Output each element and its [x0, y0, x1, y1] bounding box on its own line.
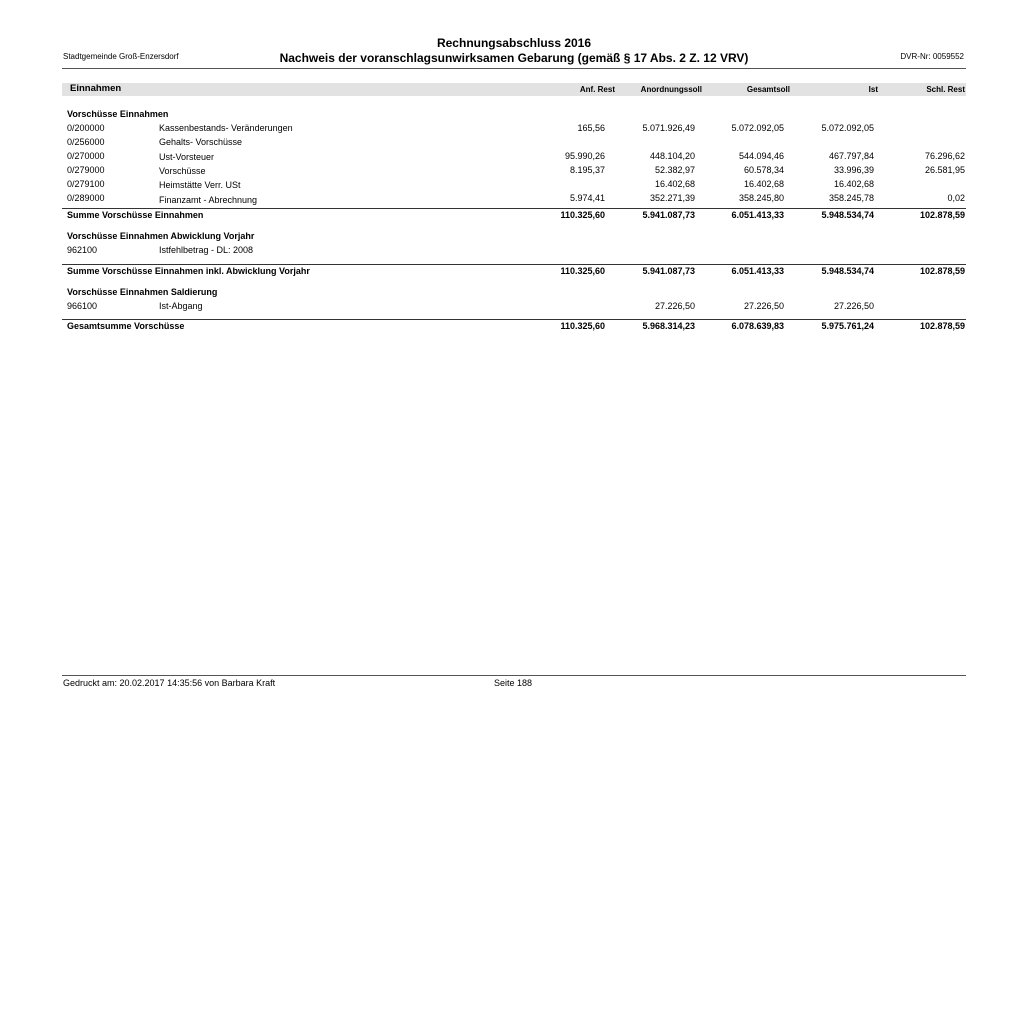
row-anordnungssoll: 16.402,68: [654, 179, 695, 189]
grand-total-ist: 5.975.761,24: [821, 321, 874, 331]
table-row: [62, 151, 966, 165]
section-heading: [62, 231, 966, 245]
report-subtitle: Nachweis der voranschlagsunwirksamen Gebarung (gemäß § 17 Abs. 2 Z. 12 VRV): [279, 51, 749, 65]
row-description: Finanzamt - Abrechnung: [159, 195, 258, 205]
row-description: Ist-Abgang: [159, 301, 203, 311]
row-description: Vorschüsse: [159, 166, 206, 176]
row-gesamtsoll: 544.094,46: [738, 151, 784, 161]
row-anordnungssoll: 352.271,39: [649, 193, 695, 203]
municipality-name: Stadtgemeinde Groß-Enzersdorf: [63, 52, 179, 61]
row-schl-rest: 26.581,95: [924, 165, 965, 175]
grand-total-anordnungssoll: 5.968.314,23: [642, 321, 695, 331]
row-anf-rest: 5.974,41: [569, 193, 605, 203]
row-code: 0/279100: [67, 179, 105, 189]
grand-total-row: [62, 319, 966, 335]
column-header-gesamtsoll: Gesamtsoll: [746, 85, 790, 94]
grand-total-gesamtsoll: 6.078.639,83: [731, 321, 784, 331]
sum-row: [62, 264, 966, 280]
section-heading: [62, 109, 966, 123]
row-code: 0/256000: [67, 137, 105, 147]
row-anf-rest: 8.195,37: [569, 165, 605, 175]
sum-schl-rest: 102.878,59: [919, 266, 965, 276]
row-anf-rest: 95.990,26: [564, 151, 605, 161]
row-gesamtsoll: 27.226,50: [743, 301, 784, 311]
row-anordnungssoll: 27.226,50: [654, 301, 695, 311]
row-description: Gehalts- Vorschüsse: [159, 137, 243, 147]
row-code: 0/200000: [67, 123, 105, 133]
printed-info: Gedruckt am: 20.02.2017 14:35:56 von Barbara Kraft: [63, 678, 276, 688]
sum-anordnungssoll: 5.941.087,73: [642, 210, 695, 220]
column-header-anf-rest: Anf. Rest: [579, 85, 615, 94]
section-heading-label: Vorschüsse Einnahmen Abwicklung Vorjahr: [67, 231, 255, 241]
section-heading: [62, 287, 966, 301]
row-anordnungssoll: 52.382,97: [654, 165, 695, 175]
sum-label: Summe Vorschüsse Einnahmen: [67, 210, 204, 220]
table-row: [62, 301, 966, 315]
sum-ist: 5.948.534,74: [821, 210, 874, 220]
sum-gesamtsoll: 6.051.413,33: [731, 210, 784, 220]
row-description: Kassenbestands- Veränderungen: [159, 123, 293, 133]
sum-ist: 5.948.534,74: [821, 266, 874, 276]
row-gesamtsoll: 60.578,34: [743, 165, 784, 175]
table-row: [62, 179, 966, 193]
dvr-number: DVR-Nr: 0059552: [900, 52, 964, 61]
table-row: [62, 245, 966, 259]
section-heading-label: Vorschüsse Einnahmen: [67, 109, 169, 119]
sum-row: [62, 208, 966, 224]
row-code: 0/279000: [67, 165, 105, 175]
row-gesamtsoll: 16.402,68: [743, 179, 784, 189]
table-row: [62, 165, 966, 179]
row-ist: 467.797,84: [828, 151, 874, 161]
column-header-anordnungssoll: Anordnungssoll: [640, 85, 702, 94]
row-anf-rest: 165,56: [577, 123, 605, 133]
grand-total-schl-rest: 102.878,59: [919, 321, 965, 331]
row-code: 962100: [67, 245, 98, 255]
sum-anf-rest: 110.325,60: [560, 266, 605, 276]
sum-anf-rest: 110.325,60: [560, 210, 605, 220]
column-header-einnahmen: Einnahmen: [70, 83, 122, 94]
row-code: 0/270000: [67, 151, 105, 161]
table-row: [62, 193, 966, 207]
row-gesamtsoll: 5.072.092,05: [731, 123, 784, 133]
row-anordnungssoll: 5.071.926,49: [642, 123, 695, 133]
sum-schl-rest: 102.878,59: [919, 210, 965, 220]
sum-anordnungssoll: 5.941.087,73: [642, 266, 695, 276]
column-header-schl-rest: Schl. Rest: [926, 85, 965, 94]
row-ist: 358.245,78: [828, 193, 874, 203]
grand-total-label: Gesamtsumme Vorschüsse: [67, 321, 185, 331]
row-code: 966100: [67, 301, 98, 311]
row-description: Heimstätte Verr. USt: [159, 180, 241, 190]
row-code: 0/289000: [67, 193, 105, 203]
row-anordnungssoll: 448.104,20: [649, 151, 695, 161]
row-ist: 16.402,68: [833, 179, 874, 189]
row-gesamtsoll: 358.245,80: [738, 193, 784, 203]
header-divider: [62, 68, 966, 69]
column-header-bar: [62, 83, 966, 96]
row-schl-rest: 0,02: [947, 193, 965, 203]
table-row: [62, 123, 966, 137]
report-title: Rechnungsabschluss 2016: [436, 36, 592, 50]
table-row: [62, 137, 966, 151]
row-schl-rest: 76.296,62: [924, 151, 965, 161]
section-heading-label: Vorschüsse Einnahmen Saldierung: [67, 287, 218, 297]
row-ist: 27.226,50: [833, 301, 874, 311]
sum-label: Summe Vorschüsse Einnahmen inkl. Abwicklung Vorjahr: [67, 266, 310, 276]
footer-divider: [62, 675, 966, 676]
grand-total-anf-rest: 110.325,60: [560, 321, 605, 331]
row-description: Ust-Vorsteuer: [159, 152, 215, 162]
row-description: Istfehlbetrag - DL: 2008: [159, 245, 254, 255]
sum-gesamtsoll: 6.051.413,33: [731, 266, 784, 276]
page-number: Seite 188: [494, 678, 533, 688]
row-ist: 5.072.092,05: [821, 123, 874, 133]
row-ist: 33.996,39: [833, 165, 874, 175]
column-header-ist: Ist: [868, 85, 878, 94]
